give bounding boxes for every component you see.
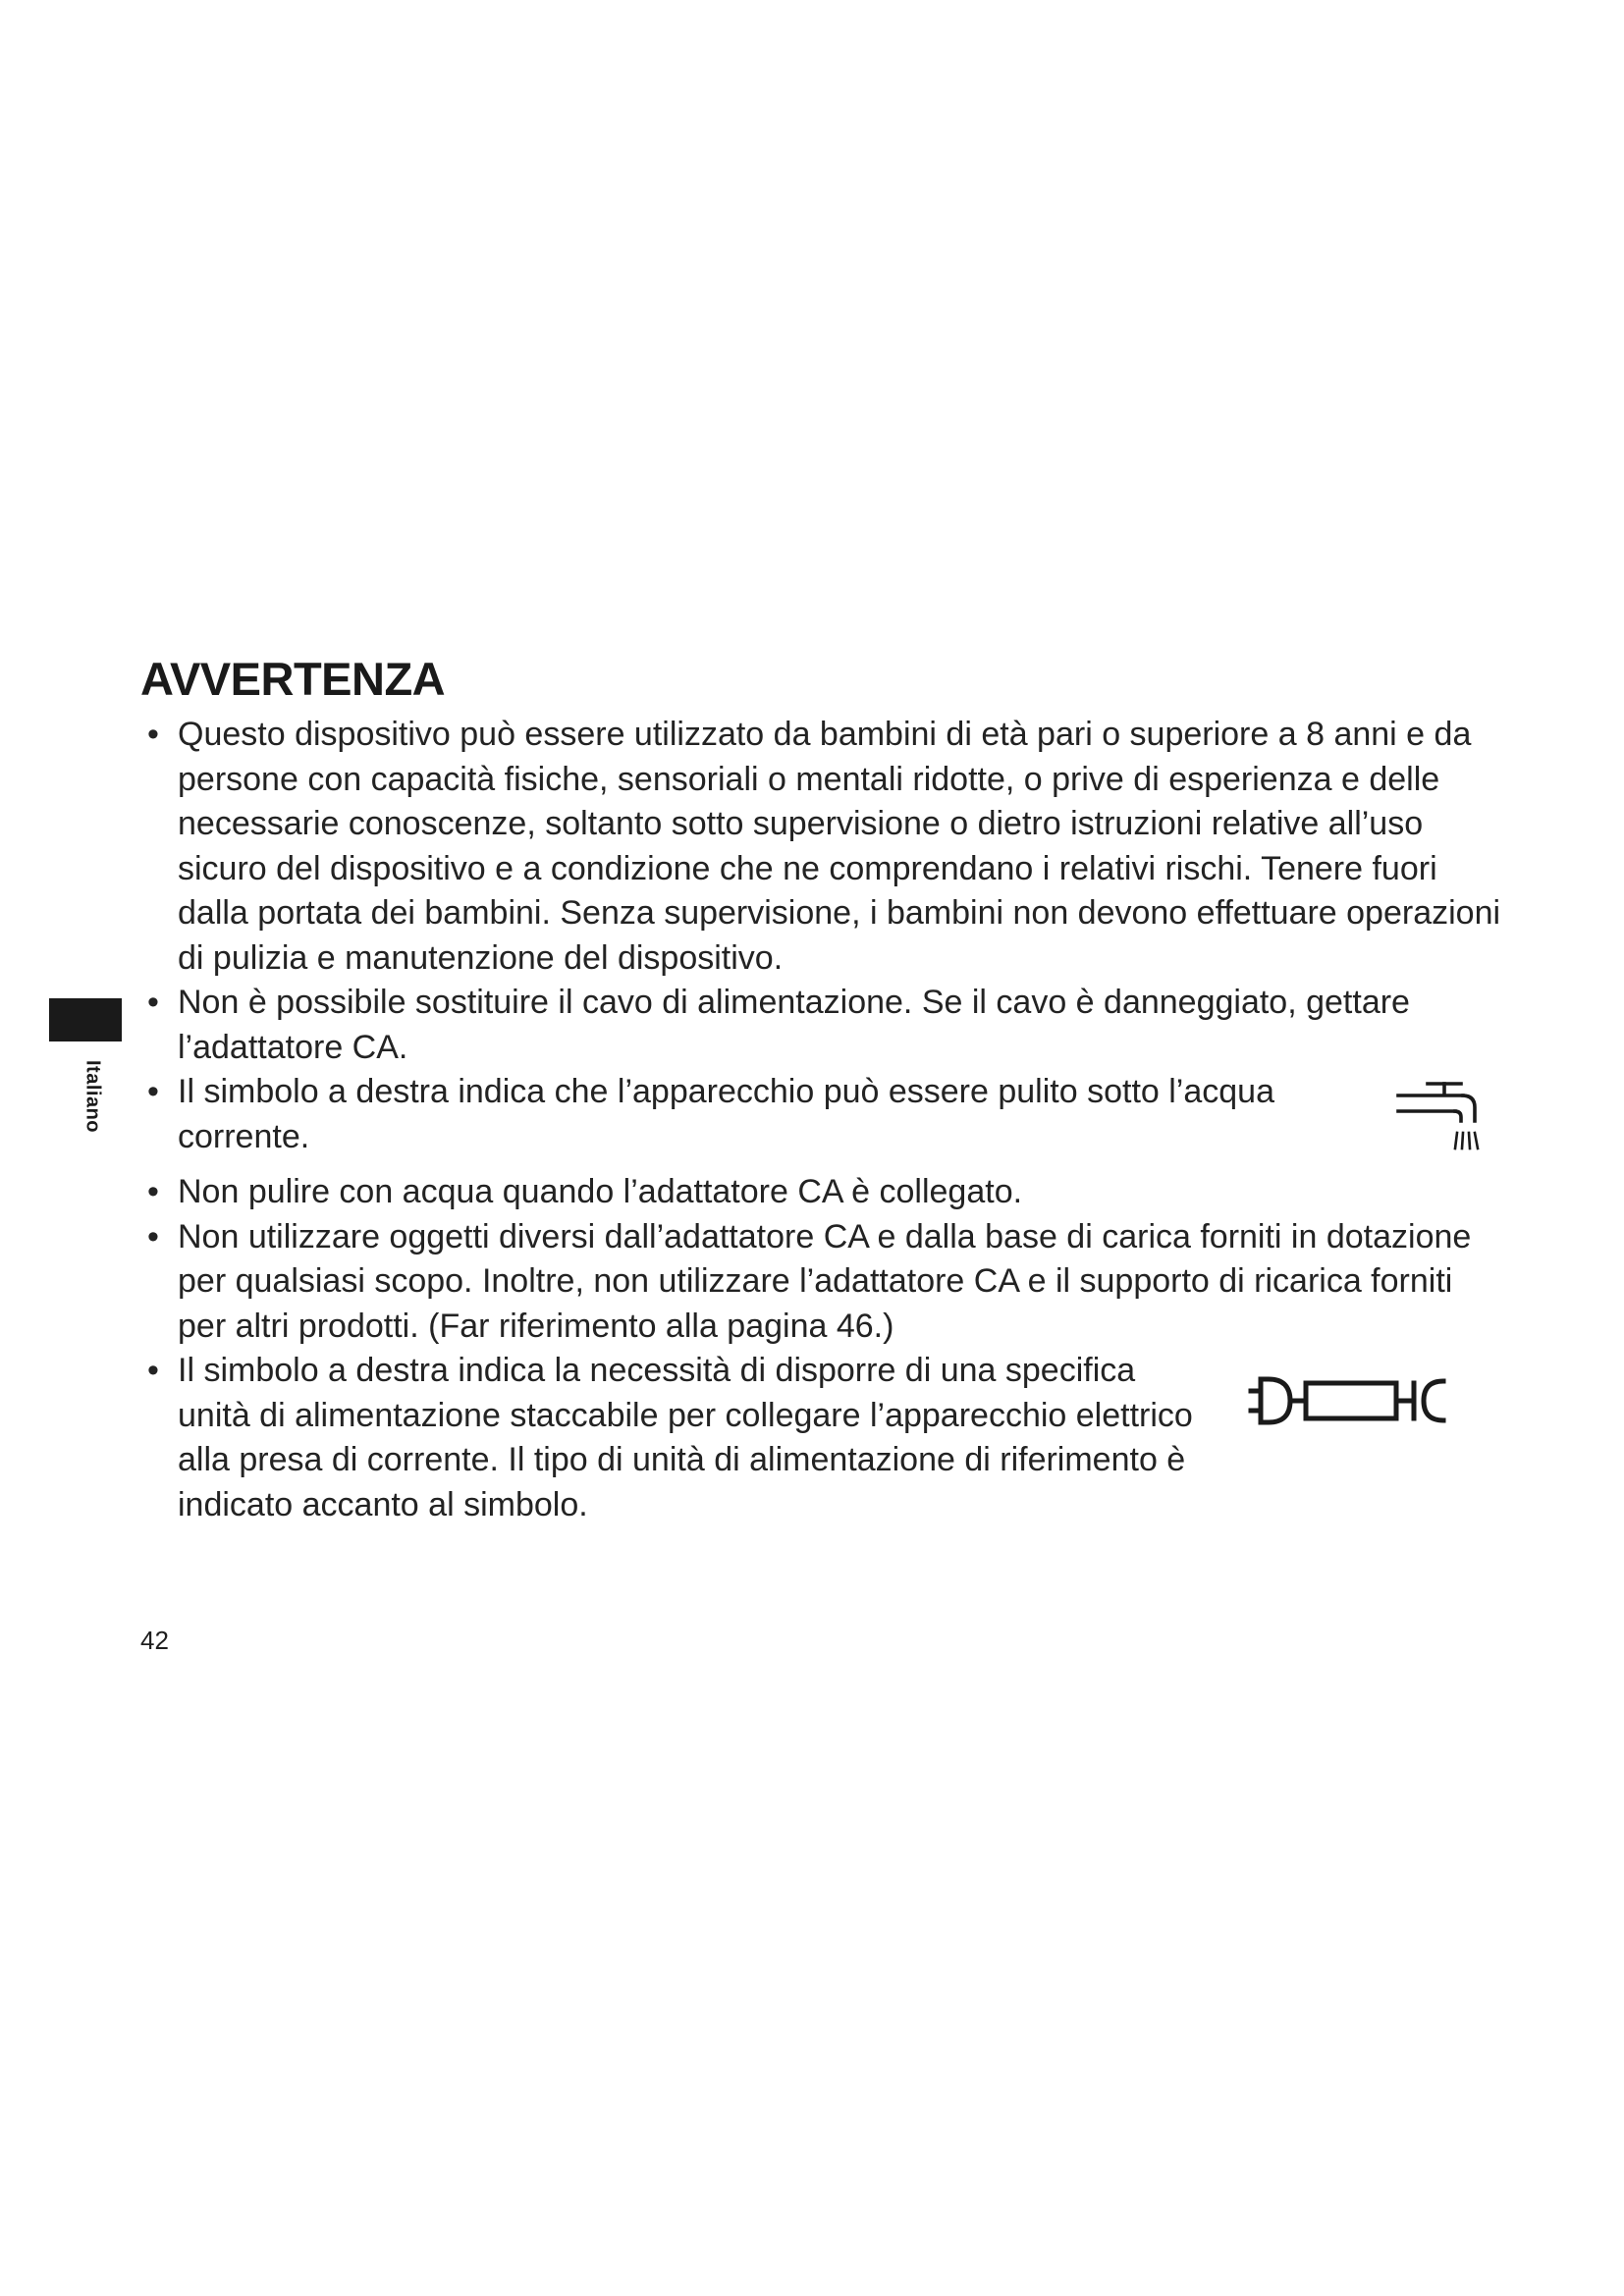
warning-item-children	[147, 713, 1503, 981]
warning-item-accessories	[147, 1215, 1503, 1350]
language-tab-label: Italiano	[81, 1059, 104, 1134]
warning-text: Non pulire con acqua quando l’adattatore CA è collegato.	[178, 1173, 1023, 1210]
language-tab-marker	[49, 998, 122, 1041]
bullet: •	[147, 1352, 159, 1389]
warning-text: Non è possibile sostituire il cavo di alimentazione. Se il cavo è danneggiato, gettare l’adattatore CA.	[178, 984, 1410, 1066]
bullet: •	[147, 1073, 159, 1110]
bullet: •	[147, 984, 159, 1021]
warning-text: Non utilizzare oggetti diversi dall’adattatore CA e dalla base di carica forniti in dotazione per qualsiasi scopo. Inoltre, non utilizzare l’adattatore CA e il supporto di ricarica forniti per altri prodotti. (Far riferimento alla pagina 46.)	[178, 1217, 1472, 1345]
bullet: •	[147, 1217, 159, 1255]
warning-text: Il simbolo a destra indica la necessità di disporre di una specifica unità di alimentazione staccabile per collegare l’apparecchio elettrico alla presa di corrente. Il tipo di unità di alimentazione di riferimento è indicato accanto al simbolo.	[178, 1352, 1193, 1523]
warning-text: Questo dispositivo può essere utilizzato da bambini di età pari o superiore a 8 anni e da persone con capacità fisiche, sensoriali o mentali ridotte, o prive di esperienza e delle necessarie conoscenze, soltanto sotto supervisione o dietro istruzioni relative all’uso sicuro del dispositivo e a condizione che ne comprendano i relativi rischi. Tenere fuori dalla portata dei bambini. Senza supervisione, i bambini non devono effettuare operazioni di pulizia e manutenzione del dispositivo.	[178, 716, 1501, 977]
faucet-icon	[1386, 1074, 1490, 1172]
section-title: AVVERTENZA	[140, 653, 446, 705]
page-number: 42	[140, 1626, 169, 1655]
warning-text: Il simbolo a destra indica che l’apparecchio può essere pulito sotto l’acqua corrente.	[178, 1073, 1274, 1155]
detachable-power-supply-icon	[1245, 1367, 1481, 1436]
warning-item-adapter-symbol	[147, 1349, 1209, 1527]
warning-item-water-symbol	[147, 1070, 1356, 1159]
bullet: •	[147, 716, 159, 753]
bullet: •	[147, 1173, 159, 1210]
warning-item-power-cord	[147, 981, 1503, 1070]
warning-item-no-water	[147, 1170, 1503, 1215]
